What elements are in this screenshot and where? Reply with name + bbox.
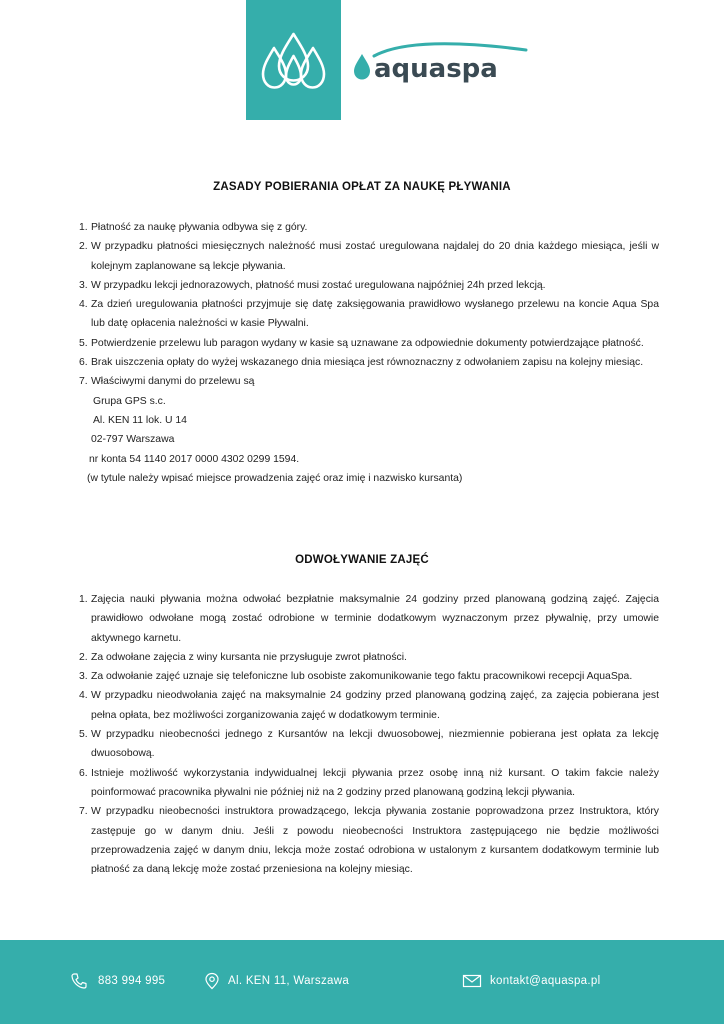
- cancellation-rules-list: [79, 590, 659, 879]
- water-drops-logo-icon: [246, 0, 341, 120]
- item-number: 5.: [79, 729, 88, 741]
- footer-email[interactable]: [462, 972, 622, 990]
- item-number: 7.: [79, 376, 88, 388]
- item-number: 2.: [79, 241, 88, 253]
- bank-company: Grupa GPS s.c.: [93, 395, 166, 407]
- phone-number: 883 994 995: [98, 975, 166, 987]
- item-number: 2.: [79, 651, 88, 663]
- item-text: W przypadku nieobecności jednego z Kursantów na lekcji dwuosobowej, niezmiennie pobierana jest opłata za lekcję dwuosobową.: [91, 729, 659, 760]
- item-number: 6.: [79, 767, 88, 779]
- list-item: [79, 590, 659, 648]
- bank-city: 02-797 Warszawa: [91, 434, 175, 446]
- item-text: Brak uiszczenia opłaty do wyżej wskazanego dnia miesiąca jest równoznaczny z odwołaniem zapisu na kolejny miesiąc.: [91, 357, 644, 369]
- list-item: [79, 276, 659, 295]
- list-item: [79, 334, 659, 353]
- list-item: [79, 295, 659, 334]
- item-number: 3.: [79, 671, 88, 683]
- section-title-cancellation: ODWOŁYWANIE ZAJĘĆ: [295, 554, 429, 566]
- footer-address: [204, 972, 384, 990]
- list-item: [79, 667, 659, 686]
- footer-phone[interactable]: [70, 972, 210, 990]
- list-item: [79, 802, 659, 879]
- item-text: W przypadku nieodwołania zajęć na maksymalnie 24 godziny przed planowaną godziną zajęć, za zajęcia pobierana jest pełna opłata, bez możliwości zorganizowania zajęć w dodatkowym terminie.: [91, 690, 659, 721]
- brand-wordmark: aquaspa: [374, 54, 498, 84]
- item-text: W przypadku płatności miesięcznych należność musi zostać uregulowana najdalej do 20 dnia każdego miesiąca, jeśli w kolejnym zaplanowane są lekcje pływania.: [91, 241, 659, 272]
- item-text: Właściwymi danymi do przelewu są: [91, 376, 255, 388]
- list-item: [79, 372, 659, 488]
- transfer-title-note: (w tytule należy wpisać miejsce prowadzenia zajęć oraz imię i nazwisko kursanta): [87, 472, 463, 484]
- logo-tile: [246, 0, 341, 120]
- item-text: Za odwołane zajęcia z winy kursanta nie przysługuje zwrot płatności.: [91, 651, 407, 663]
- bank-account: nr konta 54 1140 2017 0000 4302 0299 1594.: [89, 453, 300, 465]
- bank-street: Al. KEN 11 lok. U 14: [93, 414, 187, 426]
- list-item: [79, 218, 659, 237]
- list-item: [79, 764, 659, 803]
- item-number: 7.: [79, 806, 88, 818]
- address-text: Al. KEN 11, Warszawa: [228, 975, 350, 987]
- brand-logo: [350, 40, 530, 90]
- item-number: 3.: [79, 279, 88, 291]
- list-item: [79, 237, 659, 276]
- item-text: Za odwołanie zajęć uznaje się telefoniczne lub osobiste zakomunikowanie tego faktu pracownikowi recepcji AquaSpa.: [91, 671, 633, 683]
- footer: [0, 940, 724, 1024]
- item-text: W przypadku lekcji jednorazowych, płatność musi zostać uregulowana najpóźniej 24h przed lekcją.: [91, 279, 546, 291]
- section-title-payment-rules: ZASADY POBIERANIA OPŁAT ZA NAUKĘ PŁYWANIA: [213, 181, 511, 193]
- list-item: [79, 648, 659, 667]
- item-number: 4.: [79, 690, 88, 702]
- item-text: Płatność za naukę pływania odbywa się z góry.: [91, 222, 308, 233]
- email-address: kontakt@aquaspa.pl: [490, 975, 601, 987]
- list-item: [79, 686, 659, 725]
- item-text: Istnieje możliwość wykorzystania indywidualnej lekcji pływania przez osobę inną niż kursant. O takim fakcie należy poinformować pracownika pływalni nie później niż na 2 godziny przed planowaną godziną lekcji pływania.: [91, 767, 659, 798]
- item-number: 4.: [79, 299, 88, 311]
- item-number: 5.: [79, 337, 88, 349]
- item-number: 1.: [79, 594, 88, 605]
- list-item: [79, 725, 659, 764]
- list-item: [79, 353, 659, 372]
- item-number: 6.: [79, 357, 88, 369]
- item-text: W przypadku nieobecności instruktora prowadzącego, lekcja pływania zostanie poprowadzona przez Instruktora, który zastępuje go w danym dniu. Jeśli z powodu nieobecności Instruktora zastępującego nie będzie możliwości przeprowadzenia zajęć w danym dniu, lekcja może zostać odrobiona w ustalonym z kursantem dodatkowym terminie lub płatność za daną lekcję może zostać przeniesiona na kolejny miesiąc.: [91, 806, 659, 876]
- item-text: Zajęcia nauki pływania można odwołać bezpłatnie maksymalnie 24 godziny przed planowaną godziną zajęć. Zajęcia prawidłowo odwołane mogą zostać odrobione w terminie dodatkowym wyznaczonym przez pływalnię, przy umowie aktywnego karnetu.: [91, 594, 659, 644]
- bank-details: [87, 392, 659, 488]
- envelope-icon: [462, 972, 482, 990]
- item-text: Za dzień uregulowania płatności przyjmuje się datę zaksięgowania prawidłowo wysłanego przelewu na koncie Aqua Spa lub datę opłacenia należności w kasie Pływalni.: [91, 299, 659, 330]
- item-number: 1.: [79, 222, 88, 233]
- phone-icon: [70, 972, 88, 990]
- payment-rules-list: [79, 218, 659, 488]
- location-pin-icon: [204, 972, 220, 990]
- item-text: Potwierdzenie przelewu lub paragon wydany w kasie są uznawane za odpowiednie dokumenty potwierdzające płatność.: [91, 337, 644, 349]
